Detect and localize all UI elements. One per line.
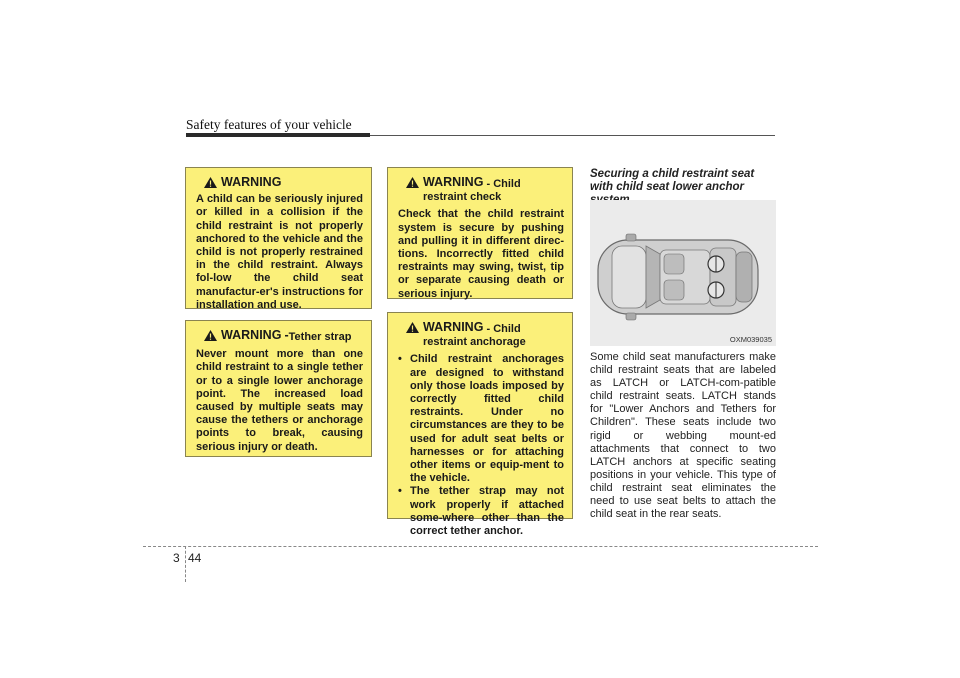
warning-box-child-restraint — [185, 167, 372, 309]
warning-header — [406, 176, 564, 204]
warning-header — [204, 329, 363, 344]
vehicle-seat-diagram — [590, 200, 776, 346]
warning-subtitle-line2: restraint anchorage — [423, 336, 526, 349]
warning-subtitle: - Child — [483, 323, 521, 335]
warning-subtitle: Tether strap — [288, 331, 352, 343]
warning-triangle-icon — [204, 330, 217, 341]
warning-label: WARNING — [221, 175, 282, 189]
warning-triangle-icon — [204, 177, 217, 188]
warning-bullet: • Child restraint anchorages are designed to withstand only those loads imposed by correctly fitted child restraints. Under no circumstances are they to be used for adult seat belts or harnesses or for attaching other items or equip-ment to the vehicle. — [398, 353, 564, 485]
warning-subtitle-line2: restraint check — [423, 191, 502, 204]
car-top-view-icon — [590, 200, 776, 346]
warning-text: Never mount more than one child restraint to a single tether or to a single lower anchorage point. The increased load caused by multiple seats may cause the tethers or anchorage points to break, causing serious injury or death. — [196, 348, 363, 453]
figure-code: OXM039035 — [729, 335, 772, 344]
warning-bullet: • The tether strap may not work properly if attached some-where other than the correct tether anchor. — [398, 485, 564, 538]
warning-subtitle: - Child — [483, 178, 521, 190]
header-title: Safety features of your vehicle — [186, 117, 352, 132]
warning-bullet-list — [398, 353, 564, 538]
warning-label: WARNING — [423, 320, 484, 334]
warning-triangle-icon — [406, 322, 419, 333]
footer-rule — [143, 546, 818, 547]
page-number: 44 — [188, 551, 202, 565]
warning-label: WARNING — [221, 328, 282, 342]
warning-dash: - — [284, 328, 289, 342]
warning-label: WARNING — [423, 175, 484, 189]
section-body: Some child seat manufacturers make child restraint seats that are labeled as LATCH or LATCH-com-patible child restraint seats. LATCH stands for "Lower Anchors and Tethers for Children". These seats include two rigid or webbing mount-ed attachments that connect to two LATCH anchors at specific seating positions in your vehicle. This type of child restraint seat eliminates the need to use seat belts to attach the child seat in the rear seats. — [590, 351, 776, 521]
warning-header — [204, 176, 363, 189]
header-rule — [370, 135, 775, 136]
warning-box-tether-strap — [185, 320, 372, 457]
warning-box-restraint-check — [387, 167, 573, 299]
warning-box-restraint-anchorage — [387, 312, 573, 538]
warning-text: Check that the child restraint system is secure by pushing and pulling it in different direc-tions. Incorrectly fitted child restraints may swing, twist, tip or separate causing death or serious injury. — [398, 208, 564, 300]
header-bar — [186, 133, 370, 137]
chapter-number: 3 — [173, 551, 180, 565]
warning-text: A child can be seriously injured or killed in a collision if the child restraint is not properly anchored to the vehicle and the child is not properly restrained in the child restraint. Always fol-low the child seat manufactur-er's instructions for installation and use. — [196, 193, 363, 311]
warning-triangle-icon — [406, 177, 419, 188]
warning-header — [406, 321, 564, 349]
footer-divider — [185, 546, 186, 582]
section-title: Securing a child restraint seat with child seat lower anchor — [590, 168, 755, 193]
